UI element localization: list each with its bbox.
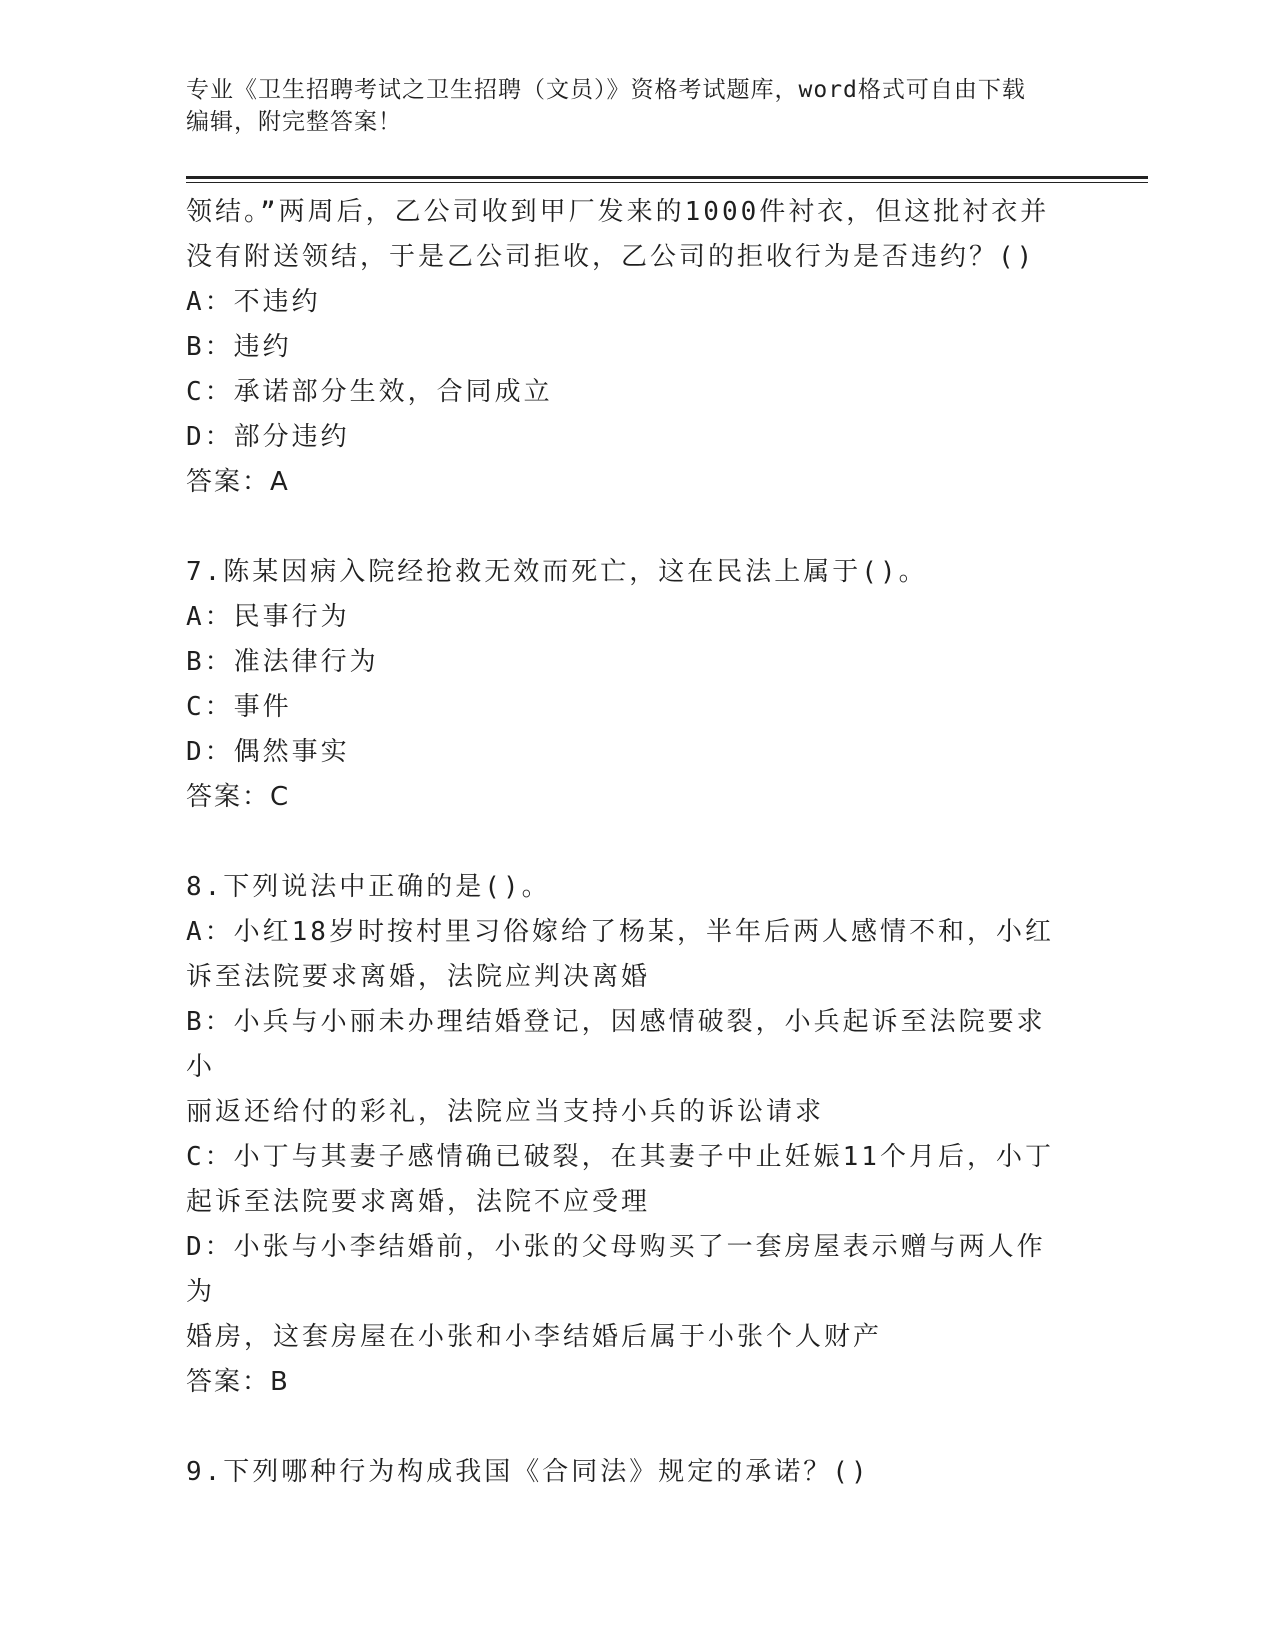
q7-option-d: D：偶然事实 xyxy=(186,737,350,767)
q6-option-d: D：部分违约 xyxy=(186,422,350,452)
q8-option-a-line-1: A：小红18岁时按村里习俗嫁给了杨某，半年后两人感情不和，小红 xyxy=(186,917,1054,947)
q9-text: 9.下列哪种行为构成我国《合同法》规定的承诺？() xyxy=(186,1457,870,1487)
q6-option-a: A：不违约 xyxy=(186,287,321,317)
q7-option-b: B：准法律行为 xyxy=(186,647,379,677)
q7-option-c: C：事件 xyxy=(186,692,292,722)
q7-text: 7.陈某因病入院经抢救无效而死亡，这在民法上属于()。 xyxy=(186,557,928,587)
q8-option-c-line-1: C：小丁与其妻子感情确已破裂，在其妻子中止妊娠11个月后，小丁 xyxy=(186,1142,1054,1172)
spacer xyxy=(186,1405,1066,1450)
spacer xyxy=(186,820,1066,865)
q7-option-a: A：民事行为 xyxy=(186,602,350,632)
q8-text: 8.下列说法中正确的是()。 xyxy=(186,872,551,902)
q8-option-d-line-2: 婚房，这套房屋在小张和小李结婚后属于小张个人财产 xyxy=(186,1322,883,1352)
q6-option-c: C：承诺部分生效，合同成立 xyxy=(186,377,553,407)
q8-option-d-line-1: D：小张与小李结婚前，小张的父母购买了一套房屋表示赠与两人作为 xyxy=(186,1232,1046,1307)
q6-answer: 答案：A xyxy=(186,467,290,497)
q8-option-b-line-2: 丽返还给付的彩礼，法院应当支持小兵的诉讼请求 xyxy=(186,1097,825,1127)
document-header xyxy=(186,74,1066,138)
question-content xyxy=(186,190,1066,1495)
header-line-1: 专业《卫生招聘考试之卫生招聘（文员）》资格考试题库，word格式可自由下载 xyxy=(186,77,1026,103)
header-rule-thin xyxy=(186,182,1148,183)
q8-answer: 答案：B xyxy=(186,1367,290,1397)
q6-text-line-1: 领结。”两周后，乙公司收到甲厂发来的1000件衬衣，但这批衬衣并 xyxy=(186,197,1050,227)
header-line-2: 编辑，附完整答案！ xyxy=(186,109,402,135)
q8-option-a-line-2: 诉至法院要求离婚，法院应判决离婚 xyxy=(186,962,651,992)
spacer xyxy=(186,505,1066,550)
q8-option-c-line-2: 起诉至法院要求离婚，法院不应受理 xyxy=(186,1187,651,1217)
q6-text-line-2: 没有附送领结，于是乙公司拒收，乙公司的拒收行为是否违约？() xyxy=(186,242,1036,272)
header-rule-thick xyxy=(186,176,1148,179)
q7-answer: 答案：C xyxy=(186,782,291,812)
q6-option-b: B：违约 xyxy=(186,332,292,362)
q8-option-b-line-1: B：小兵与小丽未办理结婚登记，因感情破裂，小兵起诉至法院要求小 xyxy=(186,1007,1046,1082)
